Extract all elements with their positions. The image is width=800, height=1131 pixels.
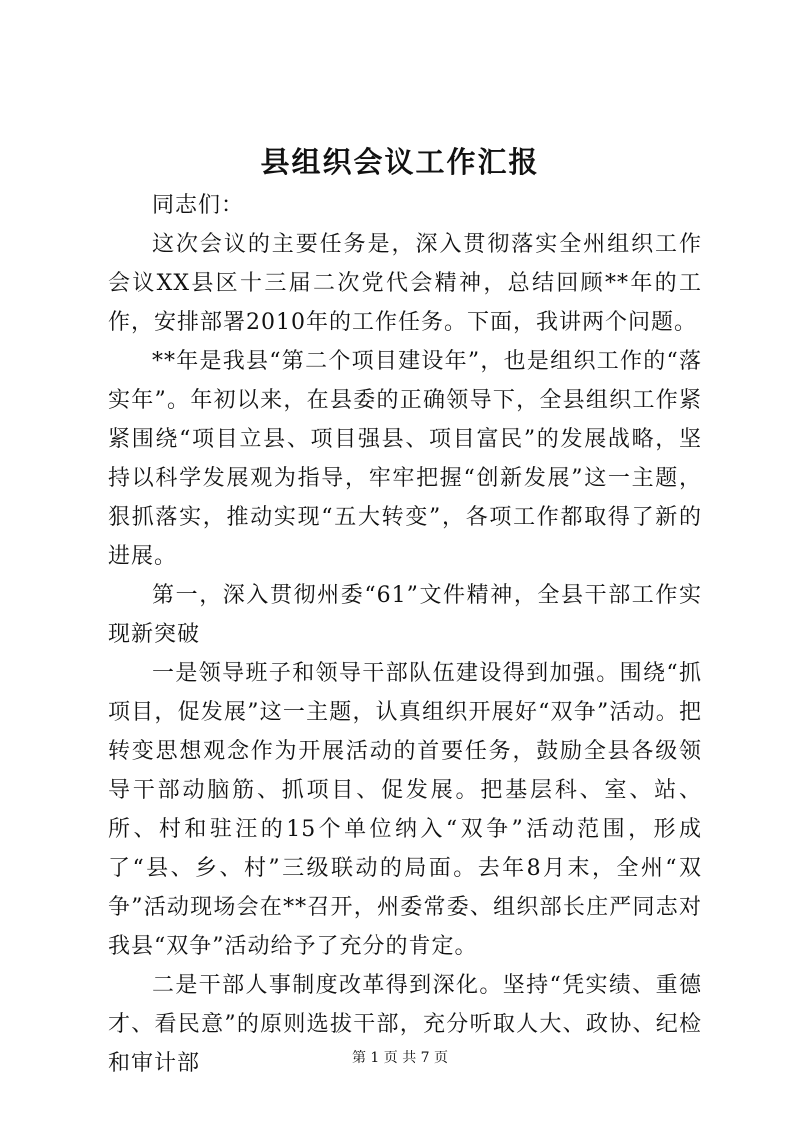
paragraph-personnel-reform: 二是干部人事制度改革得到深化。坚持“凭实绩、重德才、看民意”的原则选拔干部，充分听取人大、政协、纪检和审计部 [108,973,702,1076]
paragraph-salutation: 同志们： [152,193,245,218]
document-title: 县组织会议工作汇报 [260,145,540,179]
document-body [108,186,702,1083]
page-number-footer: 第 1 页 共 7 页 [351,1050,449,1066]
paragraph-section-heading-first: 第一，深入贯彻州委“61”文件精神，全县干部工作实现新突破 [108,583,702,647]
paragraph-year-review: **年是我县“第二个项目建设年”，也是组织工作的“落实年”。年初以来，在县委的正确领导下，全县组织工作紧紧围绕“项目立县、项目强县、项目富民”的发展战略，坚持以科学发展观为指导，牢牢把握“创新发展”这一主题，狠抓落实，推动实现“五大转变”，各项工作都取得了新的进展。 [108,349,702,569]
paragraph-meeting-task: 这次会议的主要任务是，深入贯彻落实全州组织工作会议XX县区十三届二次党代会精神，总结回顾**年的工作，安排部署2010年的工作任务。下面，我讲两个问题。 [108,232,702,335]
paragraph-leadership-building: 一是领导班子和领导干部队伍建设得到加强。围绕“抓项目，促发展”这一主题，认真组织开展好“双争”活动。把转变思想观念作为开展活动的首要任务，鼓励全县各级领导干部动脑筋、抓项目、促发展。把基层科、室、站、所、村和驻汪的15个单位纳入“双争”活动范围，形成了“县、乡、村”三级联动的局面。去年8月末，全州“双争”活动现场会在**召开，州委常委、组织部长庄严同志对我县“双争”活动给予了充分的肯定。 [108,661,702,959]
